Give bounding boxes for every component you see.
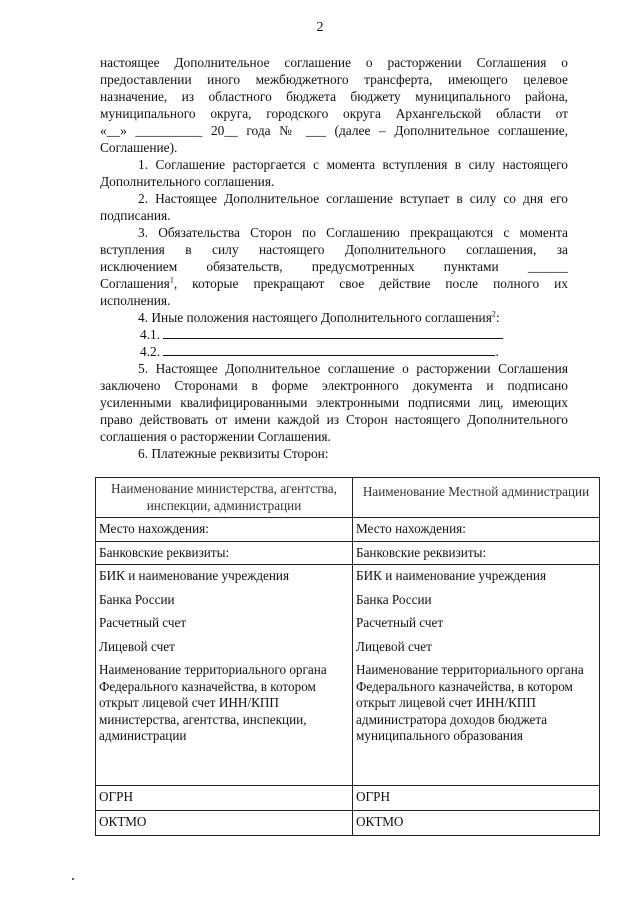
- clause-2: [100, 190, 568, 224]
- table-row: [96, 786, 600, 811]
- clause-line: подписания.: [100, 208, 171, 223]
- table-row: [96, 811, 600, 836]
- footnote-2-marker: 2: [491, 309, 496, 319]
- ogrn-left: ОГРН: [96, 786, 353, 811]
- clause-line: исключением обязательств, предусмотренных пунктами ______: [100, 259, 568, 274]
- clause-line: [100, 275, 568, 292]
- settlement-account-label: Расчетный счет: [356, 615, 444, 630]
- page-number: 2: [316, 20, 324, 35]
- intro-line: «__» __________ 20__ года № ___ (далее – Дополнительное соглашение,: [100, 123, 568, 138]
- clause-line: 5. Настоящее Дополнительное соглашение о расторжении Соглашения: [138, 361, 568, 376]
- clause-line: 2. Настоящее Дополнительное соглашение вступает в силу со дня его: [138, 191, 568, 206]
- clause-line: Дополнительного соглашения.: [100, 174, 275, 189]
- settlement-account-label: Расчетный счет: [99, 615, 187, 630]
- clause-line: [100, 309, 568, 326]
- fill-in-line: [163, 344, 495, 356]
- oktmo-left: ОКТМО: [96, 811, 353, 836]
- table-row: [96, 541, 600, 565]
- clause-line: соглашения о расторжении Соглашения.: [100, 429, 331, 444]
- bik-label: БИК и наименование учреждения: [99, 568, 290, 583]
- details-left-cell: [96, 565, 353, 786]
- ogrn-right: ОГРН: [353, 786, 600, 811]
- header-local-administration: Наименование Местной администрации: [353, 478, 600, 518]
- intro-line: назначение, из областного бюджета бюджету муниципального района,: [100, 89, 568, 104]
- bank-details-left: Банковские реквизиты:: [96, 541, 353, 565]
- clause-4: [100, 309, 568, 360]
- personal-account-label: Лицевой счет: [356, 638, 432, 654]
- location-left: Место нахождения:: [96, 518, 353, 542]
- intro-line: предоставлении иного межбюджетного трансферта, имеющего целевое: [100, 72, 568, 87]
- location-right: Место нахождения:: [353, 518, 600, 542]
- table-row: [96, 565, 600, 786]
- clause-line: исполнения.: [100, 293, 171, 308]
- clause-4-colon: :: [495, 310, 500, 325]
- bank-russia-label: Банка России: [356, 591, 432, 607]
- document-body: [100, 54, 568, 462]
- subclause-4-1: [140, 326, 568, 343]
- personal-account-label: Лицевой счет: [99, 638, 175, 654]
- bank-details-right: Банковские реквизиты:: [353, 541, 600, 565]
- bik-label: БИК и наименование учреждения: [356, 568, 547, 583]
- clause-line: право действовать от имени каждой из Сторон настоящего Дополнительного: [100, 412, 568, 427]
- agreement-word: Соглашения: [100, 276, 170, 291]
- clause-line-tail: , которые прекращают свое действие после полного их: [173, 276, 568, 291]
- fill-in-line: [163, 327, 503, 339]
- subclause-number: 4.2.: [140, 344, 161, 359]
- oktmo-right: ОКТМО: [353, 811, 600, 836]
- details-right-cell: [353, 565, 600, 786]
- footnote-1-marker: 1: [169, 275, 174, 285]
- intro-paragraph: [100, 54, 568, 156]
- clause-6: 6. Платежные реквизиты Сторон:: [138, 446, 329, 461]
- subclause-4-2: [140, 343, 568, 360]
- table-header-row: [96, 478, 600, 518]
- clause-4-text: 4. Иные положения настоящего Дополнительного соглашения: [138, 310, 492, 325]
- subclause-number: 4.1.: [140, 327, 161, 342]
- clause-line: усиленными квалифицированными электронными подписями лиц, имеющих: [100, 395, 568, 410]
- treasury-label: Наименование территориального органа Федерального казначейства, в котором открыт лицевой счет ИНН/КПП администратора доходов бюджета муниципального образования: [356, 662, 584, 743]
- clause-3: [100, 224, 568, 309]
- intro-line: Соглашение).: [100, 140, 178, 155]
- clause-line: 1. Соглашение расторгается с момента вступления в силу настоящего: [138, 157, 568, 172]
- scan-speck: [72, 878, 74, 880]
- clause-1: [100, 156, 568, 190]
- table-row: [96, 518, 600, 542]
- treasury-label: Наименование территориального органа Федерального казначейства, в котором открыт лицевой счет ИНН/КПП министерства, агентства, инспекции, администрации: [99, 662, 327, 743]
- payment-details-table: [95, 477, 600, 836]
- header-ministry: Наименование министерства, агентства, инспекции, администрации: [96, 478, 353, 518]
- bank-russia-label: Банка России: [99, 591, 175, 607]
- clause-line: заключено Сторонами в форме электронного документа и подписано: [100, 378, 568, 393]
- intro-line: муниципального округа, городского округа Архангельской области от: [100, 106, 568, 121]
- clause-line: вступления в силу настоящего Дополнительного соглашения, за: [100, 242, 568, 257]
- subclause-period: .: [495, 344, 499, 359]
- clause-5: [100, 360, 568, 445]
- clause-line: 3. Обязательства Сторон по Соглашению прекращаются с момента: [138, 225, 568, 240]
- intro-line: настоящее Дополнительное соглашение о расторжении Соглашения о: [100, 55, 568, 70]
